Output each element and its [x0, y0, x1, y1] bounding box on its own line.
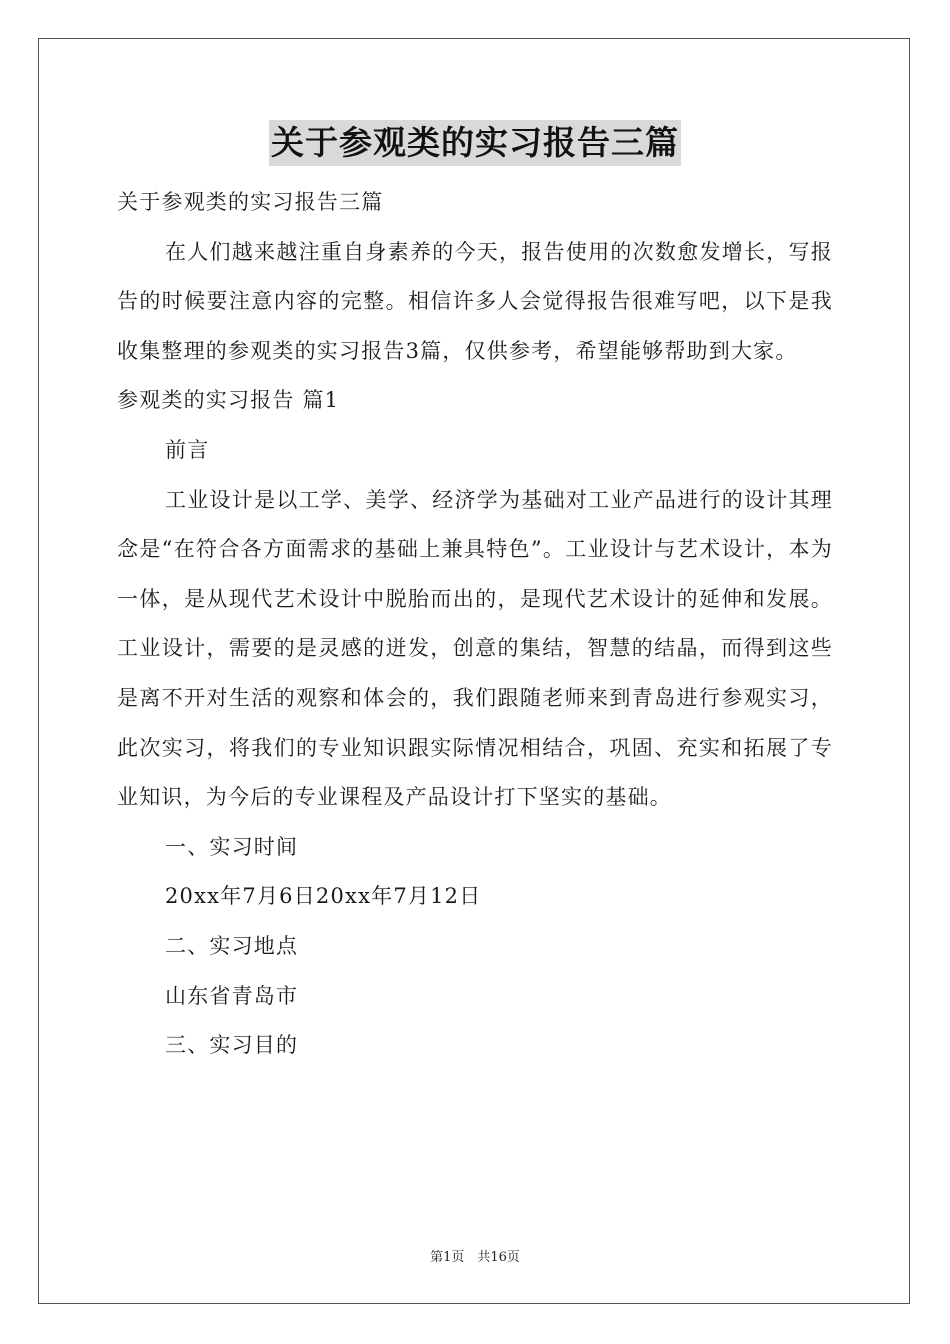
paragraph-internship-dates: 20xx年7月6日20xx年7月12日 [165, 884, 482, 909]
heading-internship-time: 一、实习时间 [165, 834, 299, 859]
document-body [117, 120, 833, 1071]
document-title: 关于参观类的实习报告三篇 [269, 120, 681, 166]
section-heading-1: 参观类的实习报告 篇1 [117, 388, 340, 413]
title-container [117, 120, 833, 166]
paragraph-internship-location: 山东省青岛市 [165, 983, 299, 1008]
paragraph-intro: 在人们越来越注重自身素养的今天，报告使用的次数愈发增长，写报告的时候要注意内容的完整。相信许多人会觉得报告很难写吧，以下是我收集整理的参观类的实习报告3篇，仅供参考，希望能够帮助到大家。 [117, 239, 833, 363]
paragraph-industrial-design: 工业设计是以工学、美学、经济学为基础对工业产品进行的设计其理念是“在符合各方面需求的基础上兼具特色”。工业设计与艺术设计，本为一体，是从现代艺术设计中脱胎而出的，是现代艺术设计的延伸和发展。工业设计，需要的是灵感的迸发，创意的集结，智慧的结晶，而得到这些是离不开对生活的观察和体会的，我们跟随老师来到青岛进行参观实习，此次实习，将我们的专业知识跟实际情况相结合，巩固、充实和拓展了专业知识，为今后的专业课程及产品设计打下坚实的基础。 [117, 487, 833, 810]
page-footer: 第1页 共16页 [430, 1250, 520, 1265]
paragraph-subtitle: 关于参观类的实习报告三篇 [117, 190, 384, 214]
heading-internship-purpose: 三、实习目的 [165, 1033, 299, 1058]
paragraph-preface: 前言 [165, 437, 210, 462]
heading-internship-location: 二、实习地点 [165, 933, 299, 958]
